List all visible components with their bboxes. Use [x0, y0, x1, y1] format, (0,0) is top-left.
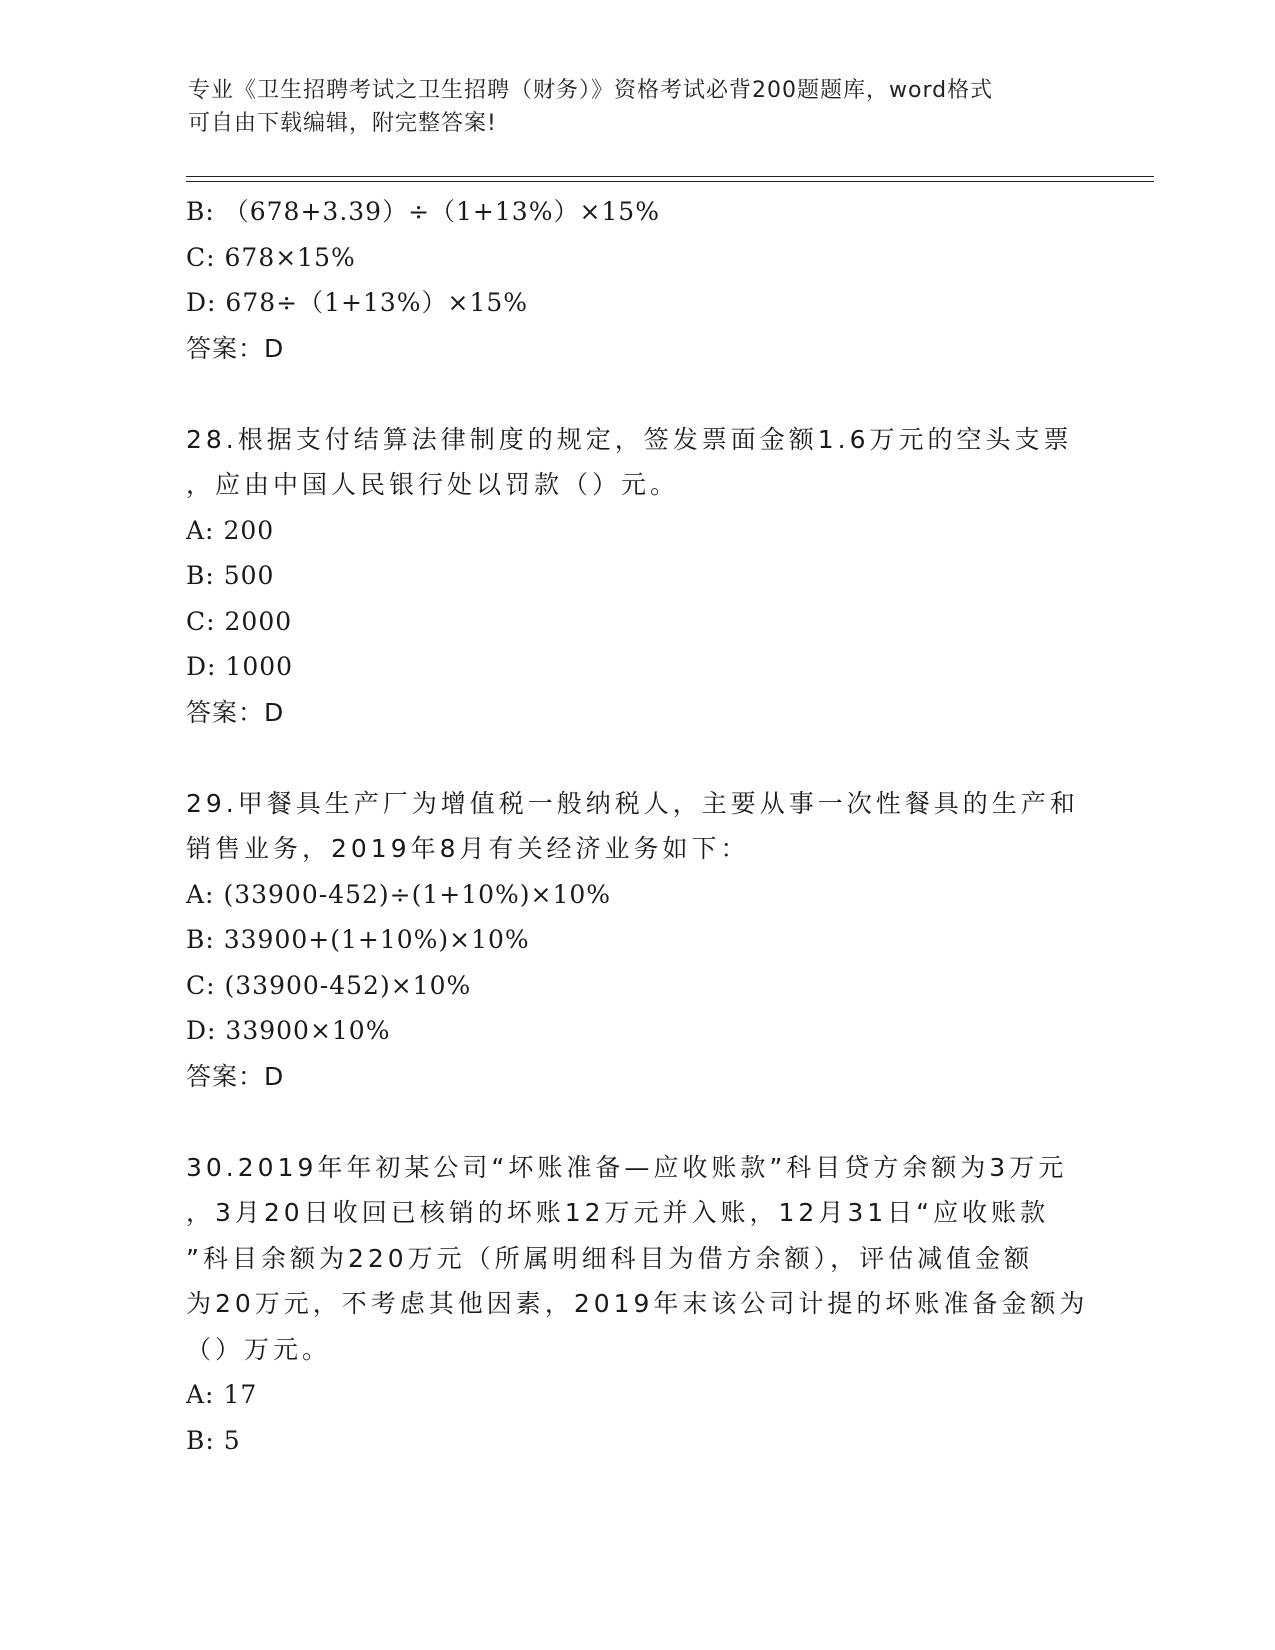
question-stem-line: （）万元。: [186, 1334, 332, 1364]
option-text: 17: [223, 1380, 258, 1409]
answer-line: 答案：D: [186, 333, 285, 363]
option-text: 500: [223, 561, 275, 590]
question-30: [186, 1145, 1089, 1464]
option-b: [186, 917, 1086, 963]
question-stem-line: 30.2019年年初某公司“坏账准备—应收账款”科目贷方余额为3万元: [186, 1152, 1068, 1182]
option-c: [186, 235, 1086, 281]
option-label: D:: [186, 1016, 217, 1045]
page-header: [188, 74, 1088, 140]
option-label: B:: [186, 925, 215, 954]
option-text: 2000: [224, 606, 293, 636]
option-label: D:: [186, 288, 217, 317]
option-label: A:: [186, 1380, 215, 1409]
option-label: D:: [186, 652, 217, 681]
option-text: 33900+(1+10%)×10%: [223, 925, 530, 954]
question-stem-line: ”科目余额为220万元（所属明细科目为借方余额），评估减值金额: [186, 1243, 1034, 1273]
header-title-line-1: 专业《卫生招聘考试之卫生招聘（财务）》资格考试必背200题题库，word格式: [188, 78, 994, 103]
option-a: [186, 1372, 1086, 1418]
question-stem-line: 28.根据支付结算法律制度的规定，签发票面金额1.6万元的空头支票: [186, 424, 1073, 454]
question-content: [186, 189, 1089, 1463]
option-text: 678×15%: [224, 242, 356, 272]
option-d: [186, 280, 1086, 326]
option-text: 5: [223, 1425, 241, 1455]
option-a: [186, 508, 1086, 554]
option-label: C:: [186, 242, 216, 272]
option-b: [186, 553, 1086, 599]
option-text: (33900-452)÷(1+10%)×10%: [223, 879, 612, 909]
spacer: [186, 1099, 1086, 1145]
option-label: C:: [186, 606, 216, 636]
option-label: C:: [186, 970, 216, 1000]
option-text: 1000: [225, 652, 294, 681]
option-label: A:: [186, 879, 215, 909]
header-divider: [186, 176, 1154, 182]
header-title-line-2: 可自由下载编辑，附完整答案!: [188, 111, 497, 136]
option-label: A:: [186, 515, 215, 545]
spacer: [186, 371, 1086, 417]
option-a: [186, 872, 1086, 918]
option-label: B:: [186, 561, 215, 590]
option-d: [186, 644, 1086, 690]
option-b: [186, 189, 1086, 235]
option-label: B:: [186, 197, 215, 226]
option-b: [186, 1418, 1086, 1464]
option-text: 200: [223, 515, 275, 545]
option-c: [186, 599, 1086, 645]
option-d: [186, 1008, 1086, 1054]
question-stem-line: 29.甲餐具生产厂为增值税一般纳税人，主要从事一次性餐具的生产和: [186, 788, 1079, 818]
question-stem-line: ，应由中国人民银行处以罚款（）元。: [186, 470, 680, 499]
option-text: （678+3.39）÷（1+13%）×15%: [223, 197, 660, 226]
option-c: [186, 963, 1086, 1009]
option-text: 33900×10%: [225, 1016, 391, 1045]
option-text: (33900-452)×10%: [224, 970, 472, 1000]
question-29: [186, 781, 1086, 1100]
spacer: [186, 735, 1086, 781]
option-text: 678÷（1+13%）×15%: [225, 288, 529, 317]
question-28: [186, 417, 1086, 736]
question-stem-line: ，3月20日收回已核销的坏账12万元并入账，12月31日“应收账款: [186, 1198, 1050, 1227]
answer-line: 答案：D: [186, 1061, 285, 1091]
question-stem-line: 为20万元，不考虑其他因素，2019年末该公司计提的坏账准备金额为: [186, 1289, 1089, 1318]
question-27-tail: [186, 189, 1086, 371]
question-stem-line: 销售业务，2019年8月有关经济业务如下：: [186, 834, 750, 863]
option-label: B:: [186, 1425, 215, 1455]
answer-line: 答案：D: [186, 697, 285, 727]
